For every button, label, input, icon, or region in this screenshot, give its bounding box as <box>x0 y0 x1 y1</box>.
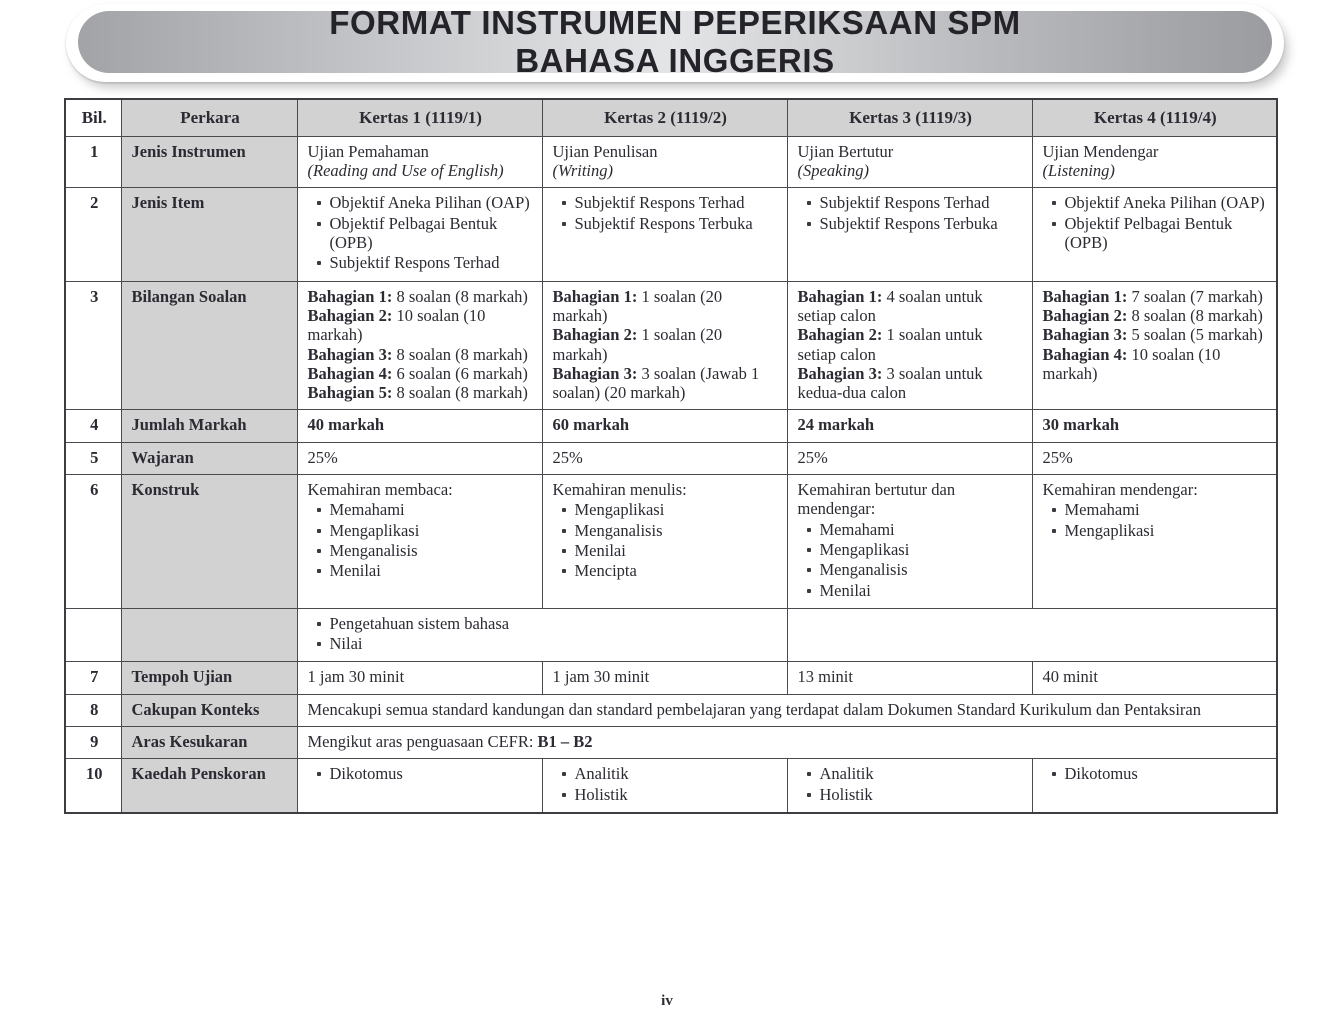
section-label: Bahagian 2: <box>797 325 883 345</box>
instrument-name: Ujian Mendengar <box>1042 141 1159 161</box>
row-label: Jumlah Markah <box>121 410 297 442</box>
question-count-line <box>308 306 534 345</box>
cefr-text: Mengikut aras penguasaan CEFR: <box>307 732 538 751</box>
row-number: 5 <box>65 442 121 474</box>
cell-r4-kertas2: 60 markah <box>542 410 787 442</box>
list-item: Objektif Pelbagai Bentuk (OPB) <box>330 214 534 253</box>
construct-lead: Kemahiran bertutur dan mendengar: <box>797 480 956 519</box>
banner-outer-frame <box>66 4 1284 82</box>
list-item: Dikotomus <box>330 764 534 783</box>
list-item: Menganalisis <box>575 521 779 540</box>
cell-r1-kertas3 <box>787 136 1032 188</box>
cell-r1-kertas1 <box>297 136 542 188</box>
table-header-row <box>65 99 1277 136</box>
section-label: Bahagian 3: <box>1042 325 1128 345</box>
list-item: Subjektif Respons Terhad <box>330 253 534 272</box>
table-row <box>65 694 1277 726</box>
instrument-name: Ujian Penulisan <box>552 141 658 161</box>
header-kertas-2: Kertas 2 (1119/2) <box>542 99 787 136</box>
table-row <box>65 727 1277 759</box>
list-item: Mencipta <box>575 561 779 580</box>
bullet-list <box>1043 193 1269 252</box>
section-label: Bahagian 4: <box>307 363 393 383</box>
list-item: Analitik <box>820 764 1024 783</box>
question-count-line <box>308 345 534 364</box>
cell-r10-kertas4 <box>1032 759 1277 813</box>
cell-r5-kertas3: 25% <box>787 442 1032 474</box>
question-count-line <box>308 364 534 383</box>
table-row <box>65 608 1277 662</box>
table-row <box>65 188 1277 281</box>
list-item: Menilai <box>330 561 534 580</box>
list-item: Pengetahuan sistem bahasa <box>330 614 779 633</box>
bullet-list <box>1043 764 1269 783</box>
bullet-list <box>798 520 1024 600</box>
exam-format-table <box>64 98 1278 814</box>
table-row <box>65 759 1277 813</box>
list-item: Menilai <box>575 541 779 560</box>
section-label: Bahagian 4: <box>1042 344 1128 364</box>
section-detail: 5 soalan (5 markah) <box>1127 325 1263 345</box>
table-row <box>65 475 1277 609</box>
bullet-list <box>553 500 779 580</box>
row-number: 9 <box>65 727 121 759</box>
section-detail: 8 soalan (8 markah) <box>1127 305 1263 325</box>
header-kertas-4: Kertas 4 (1119/4) <box>1032 99 1277 136</box>
table-row <box>65 662 1277 694</box>
header-bil: Bil. <box>65 99 121 136</box>
list-item: Holistik <box>820 785 1024 804</box>
section-label: Bahagian 3: <box>797 363 883 383</box>
bullet-list <box>308 764 534 783</box>
cell-r5-kertas1: 25% <box>297 442 542 474</box>
question-count-line <box>798 325 1024 364</box>
cell-r6-kertas1 <box>297 475 542 609</box>
bullet-list <box>308 193 534 272</box>
table-row <box>65 442 1277 474</box>
table-row <box>65 410 1277 442</box>
section-detail: 10 soalan (10 markah) <box>307 305 486 345</box>
section-label: Bahagian 1: <box>797 286 883 306</box>
list-item: Objektif Aneka Pilihan (OAP) <box>1065 193 1269 212</box>
section-label: Bahagian 1: <box>1042 286 1128 306</box>
row-number: 10 <box>65 759 121 813</box>
page-title-line-1: FORMAT INSTRUMEN PEPERIKSAAN SPM <box>329 3 1021 41</box>
list-item: Mengaplikasi <box>575 500 779 519</box>
instrument-subtitle: (Listening) <box>1042 161 1115 181</box>
cell-r6b-span-kertas34-empty <box>787 608 1277 662</box>
list-item: Objektif Pelbagai Bentuk (OPB) <box>1065 214 1269 253</box>
row-label: Wajaran <box>121 442 297 474</box>
section-detail: 8 soalan (8 markah) <box>392 344 528 364</box>
section-detail: 3 soalan untuk kedua-dua calon <box>797 363 983 403</box>
section-detail: 3 soalan (Jawab 1 soalan) (20 markah) <box>552 363 760 403</box>
format-table-wrapper <box>64 98 1276 814</box>
section-detail: 7 soalan (7 markah) <box>1127 286 1263 306</box>
table-row <box>65 281 1277 410</box>
bullet-list <box>1043 500 1269 540</box>
section-label: Bahagian 3: <box>307 344 393 364</box>
cell-r6-kertas3 <box>787 475 1032 609</box>
list-item: Menganalisis <box>820 560 1024 579</box>
question-count-line <box>553 325 779 364</box>
cell-r1-kertas4 <box>1032 136 1277 188</box>
cell-r4-kertas4: 30 markah <box>1032 410 1277 442</box>
cell-r10-kertas1 <box>297 759 542 813</box>
cell-r7-kertas4: 40 minit <box>1032 662 1277 694</box>
question-count-line <box>553 364 779 403</box>
cell-r6b-span-kertas12 <box>297 608 787 662</box>
section-label: Bahagian 2: <box>552 325 638 345</box>
section-label: Bahagian 5: <box>307 383 393 403</box>
bullet-list <box>308 500 534 580</box>
bullet-list <box>553 764 779 804</box>
cell-r10-kertas3 <box>787 759 1032 813</box>
construct-lead: Kemahiran membaca: <box>307 480 453 500</box>
construct-lead: Kemahiran mendengar: <box>1042 480 1198 500</box>
cell-r2-kertas4 <box>1032 188 1277 281</box>
cell-r7-kertas2: 1 jam 30 minit <box>542 662 787 694</box>
list-item: Mengaplikasi <box>1065 521 1269 540</box>
page-title-line-2: BAHASA INGGERIS <box>515 42 835 79</box>
cell-r2-kertas2 <box>542 188 787 281</box>
list-item: Memahami <box>330 500 534 519</box>
question-count-line <box>1043 287 1269 306</box>
list-item: Subjektif Respons Terhad <box>820 193 1024 212</box>
row-number: 1 <box>65 136 121 188</box>
row-number: 2 <box>65 188 121 281</box>
section-detail: 8 soalan (8 markah) <box>392 286 528 306</box>
section-label: Bahagian 1: <box>552 286 638 306</box>
list-item: Subjektif Respons Terhad <box>575 193 779 212</box>
cell-r4-kertas1: 40 markah <box>297 410 542 442</box>
question-count-line <box>1043 306 1269 325</box>
construct-lead: Kemahiran menulis: <box>552 480 687 500</box>
cell-r4-kertas3: 24 markah <box>787 410 1032 442</box>
header-kertas-1: Kertas 1 (1119/1) <box>297 99 542 136</box>
cell-r3-kertas4 <box>1032 281 1277 410</box>
row-label: Konstruk <box>121 475 297 609</box>
section-label: Bahagian 2: <box>1042 305 1128 325</box>
instrument-subtitle: (Writing) <box>552 161 613 181</box>
row-number: 4 <box>65 410 121 442</box>
row-label: Bilangan Soalan <box>121 281 297 410</box>
cell-r8-span-all: Mencakupi semua standard kandungan dan standard pembelajaran yang terdapat dalam Dokumen Standard Kurikulum dan Pentaksiran <box>297 694 1277 726</box>
section-detail: 1 soalan (20 markah) <box>552 325 723 364</box>
instrument-name: Ujian Pemahaman <box>307 141 429 161</box>
cell-r1-kertas2 <box>542 136 787 188</box>
row-number: 3 <box>65 281 121 410</box>
list-item: Mengaplikasi <box>820 540 1024 559</box>
row-label: Aras Kesukaran <box>121 727 297 759</box>
bullet-list <box>798 764 1024 804</box>
list-item: Objektif Aneka Pilihan (OAP) <box>330 193 534 212</box>
section-label: Bahagian 1: <box>307 286 393 306</box>
section-label: Bahagian 2: <box>307 305 393 325</box>
list-item: Menilai <box>820 581 1024 600</box>
list-item: Dikotomus <box>1065 764 1269 783</box>
section-detail: 1 soalan untuk setiap calon <box>797 325 983 364</box>
cell-r3-kertas3 <box>787 281 1032 410</box>
cell-r6-kertas4 <box>1032 475 1277 609</box>
list-item: Holistik <box>575 785 779 804</box>
question-count-line <box>1043 345 1269 384</box>
row-number: 8 <box>65 694 121 726</box>
row-number: 6 <box>65 475 121 609</box>
cell-r7-kertas3: 13 minit <box>787 662 1032 694</box>
cell-r3-kertas1 <box>297 281 542 410</box>
section-detail: 8 soalan (8 markah) <box>392 383 528 403</box>
list-item: Mengaplikasi <box>330 521 534 540</box>
list-item: Menganalisis <box>330 541 534 560</box>
cell-r9-span-all <box>297 727 1277 759</box>
cell-r10-kertas2 <box>542 759 787 813</box>
cell-r7-kertas1: 1 jam 30 minit <box>297 662 542 694</box>
list-item: Memahami <box>1065 500 1269 519</box>
section-detail: 4 soalan untuk setiap calon <box>797 286 983 325</box>
section-detail: 6 soalan (6 markah) <box>392 363 528 383</box>
section-detail: 1 soalan (20 markah) <box>552 286 723 325</box>
cell-r6-kertas2 <box>542 475 787 609</box>
cell-r5-kertas2: 25% <box>542 442 787 474</box>
banner-inner-plate <box>78 3 1272 79</box>
cell-r2-kertas1 <box>297 188 542 281</box>
list-item: Nilai <box>330 634 779 653</box>
question-count-line <box>308 383 534 402</box>
title-banner <box>66 4 1284 82</box>
instrument-subtitle: (Speaking) <box>797 161 869 181</box>
instrument-name: Ujian Bertutur <box>797 141 894 161</box>
list-item: Memahami <box>820 520 1024 539</box>
question-count-line <box>1043 325 1269 344</box>
question-count-line <box>553 287 779 326</box>
bullet-list <box>798 193 1024 233</box>
question-count-line <box>798 364 1024 403</box>
row-number: 7 <box>65 662 121 694</box>
cell-r5-kertas4: 25% <box>1032 442 1277 474</box>
bullet-list <box>308 614 779 654</box>
row-label: Cakupan Konteks <box>121 694 297 726</box>
question-count-line <box>798 287 1024 326</box>
section-label: Bahagian 3: <box>552 363 638 383</box>
cefr-level: B1 – B2 <box>537 732 593 751</box>
page-number: iv <box>661 993 673 1009</box>
row-label: Jenis Instrumen <box>121 136 297 188</box>
table-row <box>65 136 1277 188</box>
cell-r2-kertas3 <box>787 188 1032 281</box>
list-item: Analitik <box>575 764 779 783</box>
list-item: Subjektif Respons Terbuka <box>575 214 779 233</box>
header-kertas-3: Kertas 3 (1119/3) <box>787 99 1032 136</box>
header-perkara: Perkara <box>121 99 297 136</box>
section-detail: 10 soalan (10 markah) <box>1042 344 1221 383</box>
row-label: Jenis Item <box>121 188 297 281</box>
question-count-line <box>308 287 534 306</box>
row-number-empty <box>65 608 121 662</box>
row-label: Kaedah Penskoran <box>121 759 297 813</box>
bullet-list <box>553 193 779 233</box>
row-label: Tempoh Ujian <box>121 662 297 694</box>
row-label-empty <box>121 608 297 662</box>
instrument-subtitle: (Reading and Use of English) <box>307 161 504 181</box>
list-item: Subjektif Respons Terbuka <box>820 214 1024 233</box>
cell-r3-kertas2 <box>542 281 787 410</box>
